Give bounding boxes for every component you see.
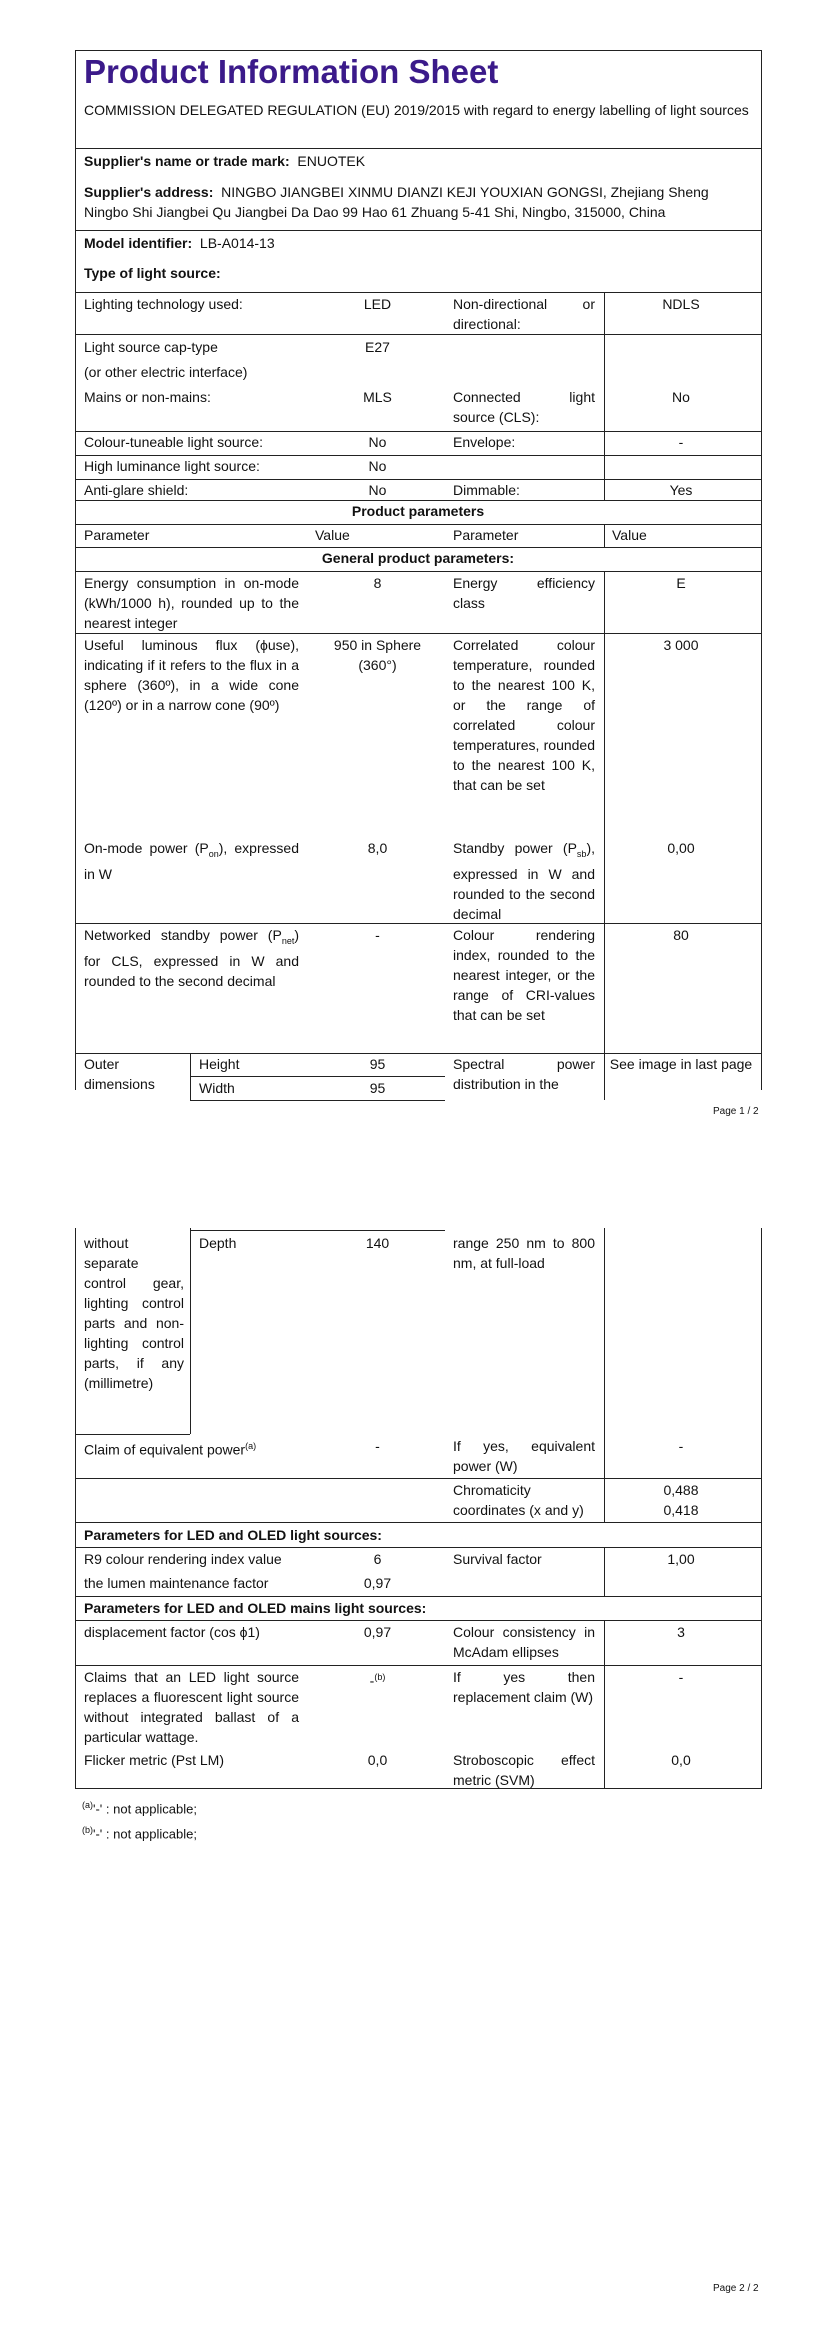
page-title: Product Information Sheet [84,53,499,90]
networked-standby-value: - [375,927,380,943]
dimmable-value: Yes [669,482,693,498]
page-number-1: Page 1 / 2 [713,1106,759,1117]
chroma-x-value: 0,488 [663,1482,699,1498]
led-params-title: Parameters for LED and OLED light sources: [84,1527,382,1543]
dir-label: Non-directional or directional: [453,296,595,332]
outer-dimensions-label: Outer dimensions [84,1056,155,1092]
model-label: Model identifier: [84,235,193,251]
efficiency-value: E [676,575,686,591]
mcadam-value: 3 [677,1624,685,1640]
r9-label: R9 colour rendering index value [84,1551,282,1567]
general-params-title: General product parameters: [321,550,515,566]
r9-value: 6 [373,1551,382,1567]
col-parameter-1: Parameter [84,527,150,543]
equiv-watt-value: - [678,1438,684,1454]
replacement-label: If yes then replacement claim (W) [453,1669,595,1705]
footnote-b: $^{(b)}$'-' : not applicable; [82,1825,197,1842]
displacement-label: displacement factor (cos ϕ1) [84,1624,260,1640]
height-value: 95 [369,1056,386,1072]
high-lum-label: High luminance light source: [84,458,260,474]
model-identifier [84,233,275,253]
depth-label: Depth [199,1235,237,1251]
col-value-2: Value [612,527,647,543]
depth-value: 140 [365,1235,390,1251]
supplier-address-value: NINGBO JIANGBEI XINMU DIANZI KEJI YOUXIAN GONGSI, Zhejiang Sheng Ningbo Shi Jiangbei Qu Jiangbei Da Dao 99 Hao 61 Zhuang 5-41 Shi, Ningbo, 315000, China [84,184,709,220]
colour-tune-value: No [368,434,387,450]
mains-params-title: Parameters for LED and OLED mains light sources: [84,1600,427,1616]
spd-value: See image in last page [609,1056,753,1072]
anti-glare-value: No [368,482,387,498]
survival-label: Survival factor [453,1551,542,1567]
claims-label: Claims that an LED light source replaces a fluorescent light source without integrated ballast of a particular wattage. [84,1669,299,1745]
energy-label: Energy consumption in on-mode (kWh/1000 h), rounded up to the nearest integer [84,575,299,631]
flux-value: 950 in Sphere (360°) [333,637,422,673]
survival-value: 1,00 [667,1551,695,1567]
high-lum-value: No [368,458,387,474]
model-value: LB-A014-13 [199,235,275,251]
flux-label: Useful luminous flux (ϕuse), indicating if it refers to the flux in a sphere (360º), in a wide cone (120º) or in a narrow cone (90º) [84,637,299,713]
footnote-a: $^{(a)}$'-' : not applicable; [82,1800,197,1817]
lumen-maint-value: 0,97 [363,1575,392,1591]
tech-value: LED [363,296,392,312]
equiv-power-label: Claim of equivalent power$^{(a)}$ [84,1441,257,1458]
supplier-address-label: Supplier's address: [84,184,214,200]
type-label: Type of light source: [84,265,221,281]
displacement-value: 0,97 [363,1624,392,1640]
on-mode-power-value: 8,0 [367,840,388,856]
envelope-label: Envelope: [453,434,516,450]
cri-value: 80 [673,927,689,943]
width-label: Width [199,1080,235,1096]
tech-label: Lighting technology used: [84,296,243,312]
stroboscopic-value: 0,0 [671,1752,691,1768]
regulation-text: COMMISSION DELEGATED REGULATION (EU) 2019/2015 with regard to energy labelling of light sources [84,102,749,118]
height-label: Height [199,1056,240,1072]
standby-power-value: 0,00 [667,840,695,856]
standby-power-label: Standby power $(P_{sb})$, expressed in W and rounded to the second decimal [453,840,595,922]
efficiency-label: Energy efficiency class [453,575,595,611]
spd-label-part2: range 250 nm to 800 nm, at full-load [453,1235,595,1271]
mains-label: Mains or non-mains: [84,389,211,405]
mcadam-label: Colour consistency in McAdam ellipses [453,1624,595,1660]
chroma-label: Chromaticity coordinates (x and y) [453,1482,584,1518]
col-parameter-2: Parameter [453,527,519,543]
flicker-value: 0,0 [367,1752,388,1768]
on-mode-power-label: On-mode power $(P_{on})$, expressed in W [84,840,299,882]
energy-value: 8 [373,575,382,591]
cap-label: Light source cap-type [84,339,218,355]
spd-label-part1: Spectral power distribution in the [453,1056,595,1092]
cls-label: Connected light source (CLS): [453,389,595,425]
dir-value: NDLS [662,296,700,312]
cct-value: 3 000 [663,637,699,653]
col-value-1: Value [315,527,350,543]
equiv-watt-label: If yes, equivalent power (W) [453,1438,595,1474]
colour-tune-label: Colour-tuneable light source: [84,434,263,450]
cls-value: No [672,389,690,405]
dimmable-label: Dimmable: [453,482,520,498]
mains-value: MLS [363,389,392,405]
chroma-y-value: 0,418 [663,1502,699,1518]
width-value: 95 [369,1080,386,1096]
page-number-2: Page 2 / 2 [713,2283,759,2294]
flicker-label: Flicker metric (Pst LM) [84,1752,224,1768]
stroboscopic-label: Stroboscopic effect metric (SVM) [453,1752,595,1788]
cap-value: E27 [365,339,390,355]
replacement-value: - [678,1669,684,1685]
equiv-power-value: - [375,1438,380,1454]
cct-label: Correlated colour temperature, rounded to the nearest 100 K, or the range of correlated colour temperatures, rounded to the nearest 100 K, that can be set [453,637,595,793]
envelope-value: - [678,434,684,450]
cri-label: Colour rendering index, rounded to the nearest integer, or the range of CRI-values that can be set [453,927,595,1023]
outer-dimensions-label-cont: without separate control gear, lighting control parts and non-lighting control parts, if any (millimetre) [84,1235,184,1391]
networked-standby-label: Networked standby power $(P_{net})$ for CLS, expressed in W and rounded to the second decimal [84,927,299,989]
claims-value: -$^{(b)}$ [369,1672,386,1689]
cap-sub-label: (or other electric interface) [84,364,248,380]
supplier-name [84,151,365,171]
supplier-name-value: ENUOTEK [297,153,366,169]
product-params-title: Product parameters [351,503,485,519]
supplier-address [84,182,756,222]
anti-glare-label: Anti-glare shield: [84,482,189,498]
supplier-name-label: Supplier's name or trade mark: [84,153,290,169]
lumen-maint-label: the lumen maintenance factor [84,1575,269,1591]
